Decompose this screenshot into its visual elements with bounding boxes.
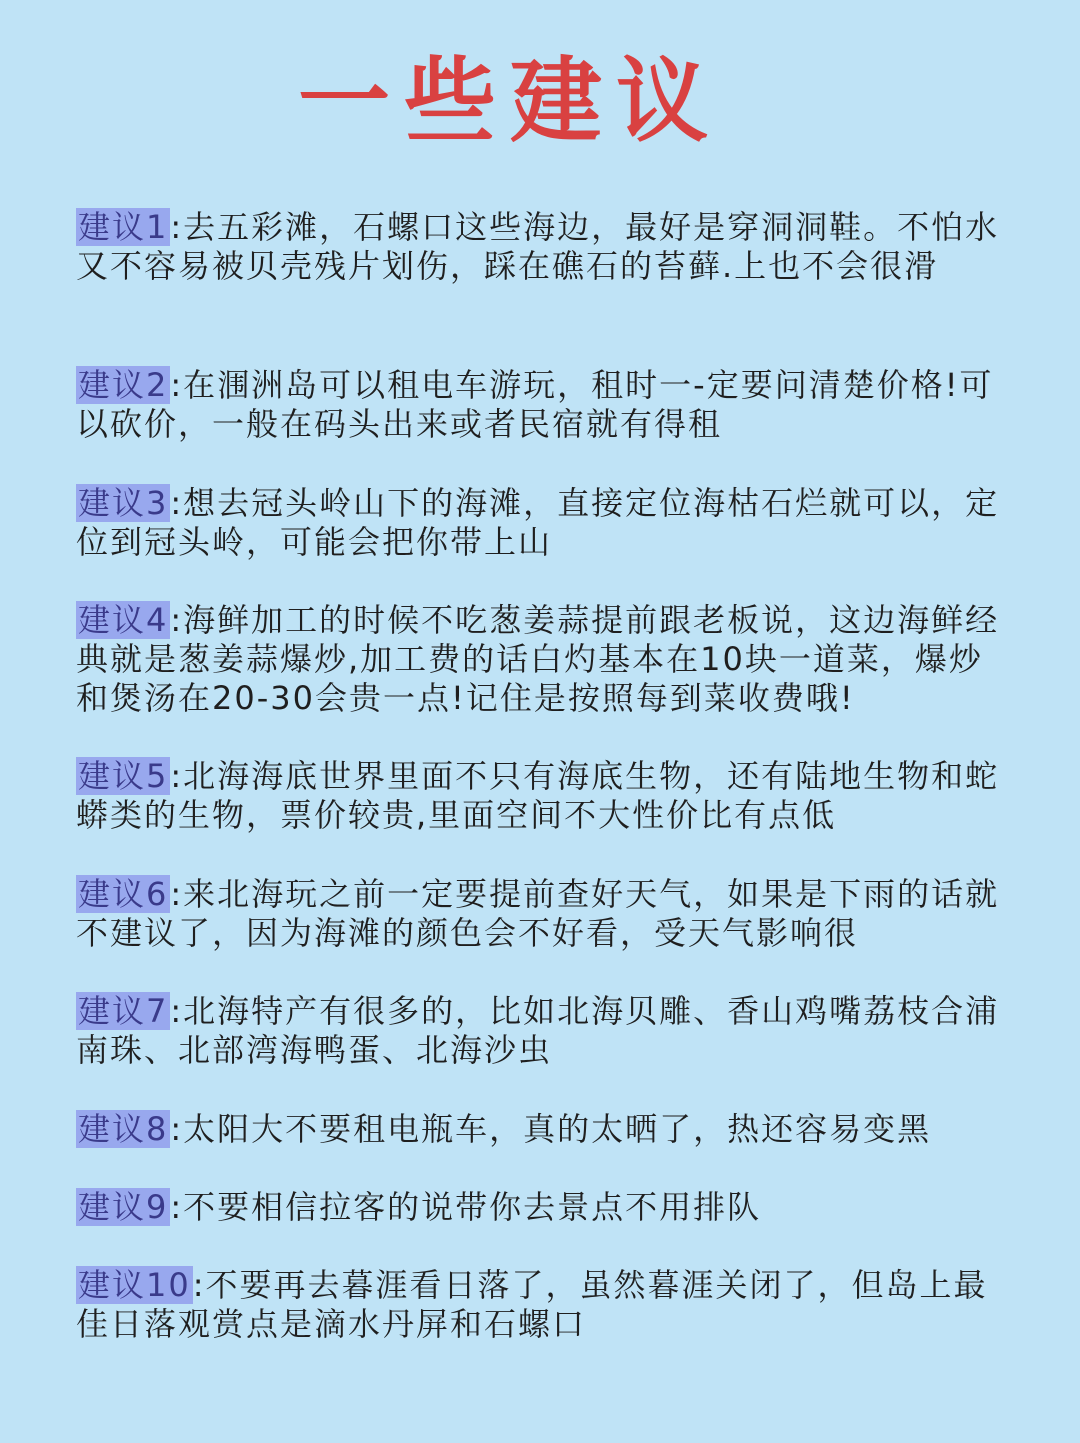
tip-label: 建议10: [78, 1266, 191, 1304]
tip-8: [76, 1110, 1016, 1149]
tip-4: [76, 601, 1016, 718]
tip-label: 建议1: [78, 208, 169, 246]
tip-5: [76, 757, 1016, 835]
tip-label: 建议8: [78, 1110, 169, 1148]
tip-text: :想去冠头岭山下的海滩，直接定位海枯石烂就可以，定位到冠头岭，可能会把你带上山: [76, 484, 1000, 561]
tip-label: 建议4: [78, 601, 169, 639]
tip-label: 建议5: [78, 757, 169, 795]
tip-text: :太阳大不要租电瓶车，真的太晒了，热还容易变黑: [170, 1110, 932, 1148]
tip-label: 建议7: [78, 992, 169, 1030]
tip-7: [76, 992, 1016, 1070]
tip-10: [76, 1266, 1016, 1344]
tip-text: :来北海玩之前一定要提前查好天气，如果是下雨的话就不建议了，因为海滩的颜色会不好看，受天气影响很: [76, 875, 1000, 952]
tip-3: [76, 484, 1016, 562]
tip-6: [76, 875, 1016, 953]
tip-label: 建议3: [78, 484, 169, 522]
tip-label: 建议6: [78, 875, 169, 913]
tip-text: :海鲜加工的时候不吃葱姜蒜提前跟老板说，这边海鲜经典就是葱姜蒜爆炒,加工费的话白灼基本在10块一道菜，爆炒和煲汤在20-30会贵一点!记住是按照每到菜收费哦!: [76, 601, 1000, 717]
tip-text: :北海特产有很多的，比如北海贝雕、香山鸡嘴荔枝合浦南珠、北部湾海鸭蛋、北海沙虫: [76, 992, 1000, 1069]
tip-1: [76, 208, 1016, 286]
tip-label: 建议2: [78, 366, 169, 404]
tip-text: :不要相信拉客的说带你去景点不用排队: [170, 1188, 762, 1226]
tip-text: :去五彩滩，石螺口这些海边，最好是穿洞洞鞋。不怕水又不容易被贝壳残片划伤，踩在礁石的苔藓.上也不会很滑: [76, 208, 1000, 285]
page-title: 一些建议: [297, 48, 722, 155]
tip-9: [76, 1188, 1016, 1227]
tip-label: 建议9: [78, 1188, 169, 1226]
tip-2: [76, 366, 1016, 444]
tip-text: :在涠洲岛可以租电车游玩，租时一-定要问清楚价格!可以砍价，一般在码头出来或者民宿就有得租: [76, 366, 994, 443]
tip-text: :北海海底世界里面不只有海底生物，还有陆地生物和蛇蟒类的生物，票价较贵,里面空间不大性价比有点低: [76, 757, 1000, 834]
tip-text: :不要再去暮涯看日落了，虽然暮涯关闭了，但岛上最佳日落观赏点是滴水丹屏和石螺口: [76, 1266, 988, 1343]
